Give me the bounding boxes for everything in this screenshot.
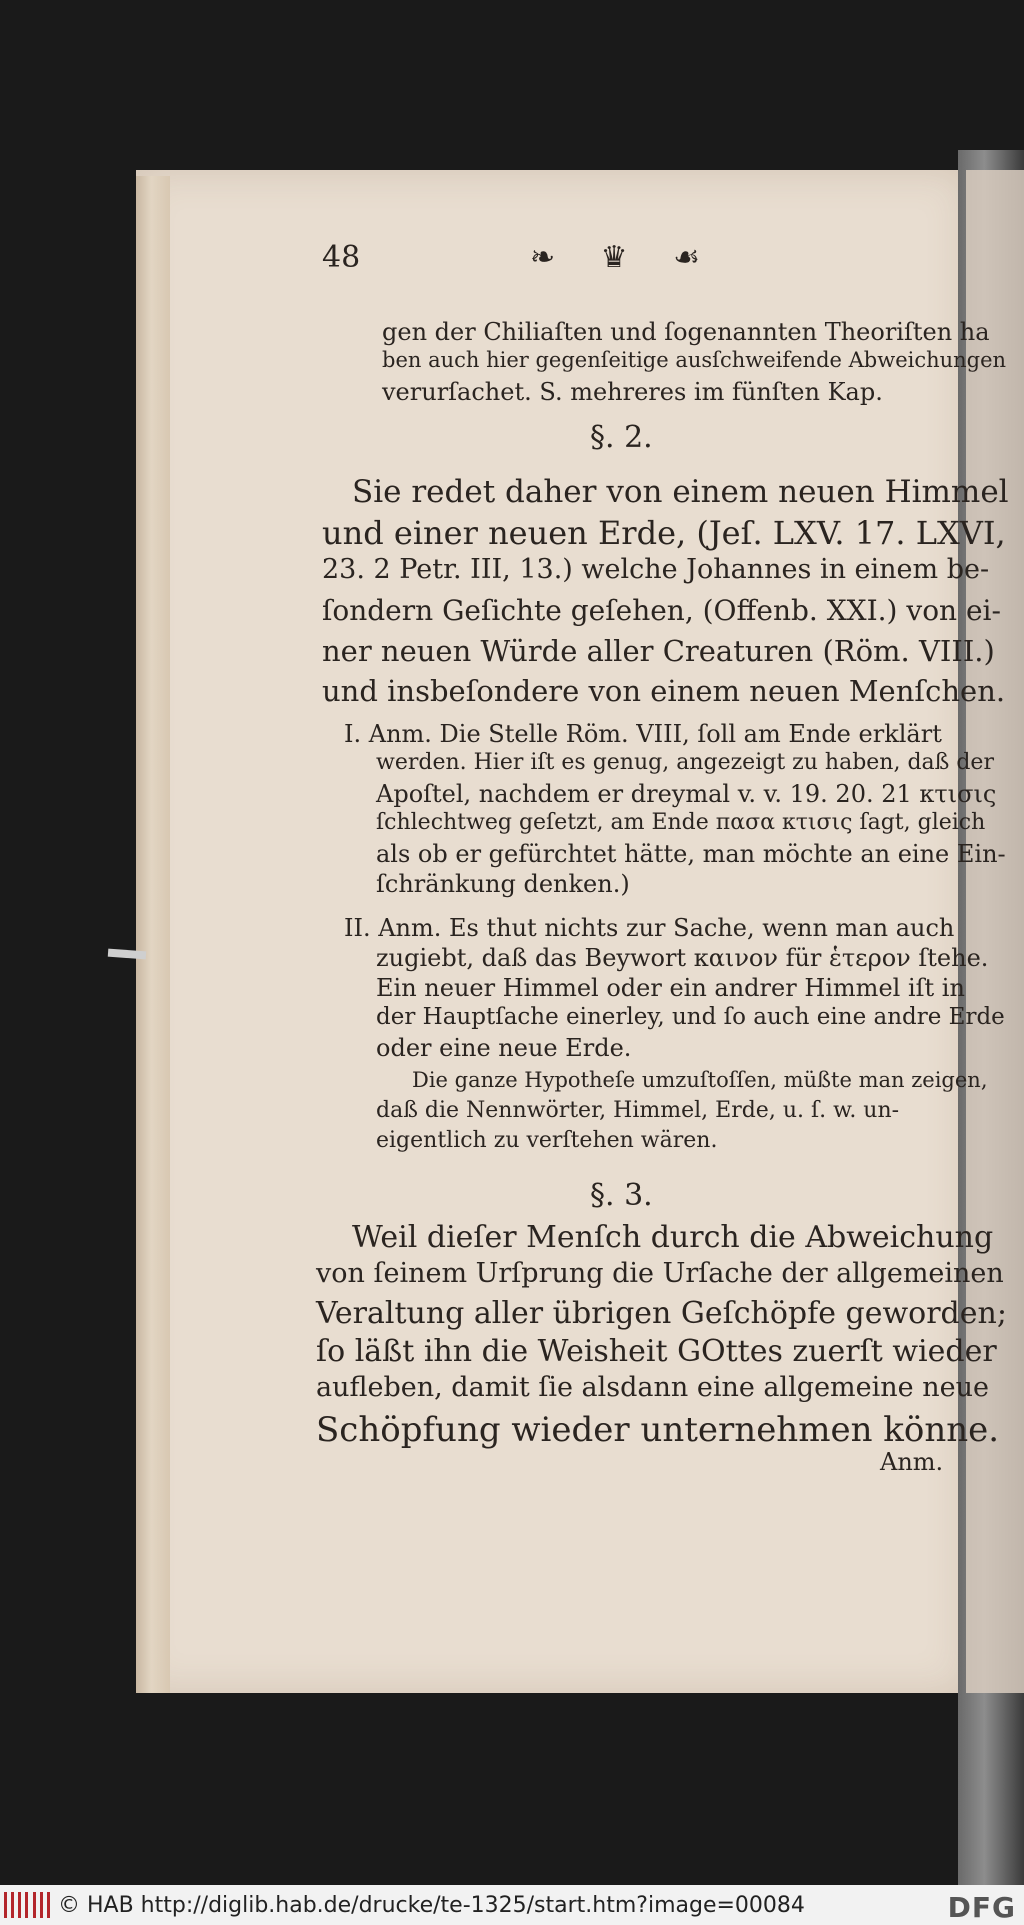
text-line: eigentlich zu verſtehen wären. bbox=[376, 1128, 718, 1153]
text-line: aufleben, damit ſie alsdann eine allgemeine neue bbox=[316, 1372, 989, 1403]
text-line: der Hauptſache einerley, und ſo auch eine andre Erde bbox=[376, 1004, 1005, 1030]
text-line: Ein neuer Himmel oder ein andrer Himmel iſt in bbox=[376, 974, 965, 1002]
text-line: oder eine neue Erde. bbox=[376, 1034, 632, 1062]
text-line: ner neuen Würde aller Creaturen (Röm. VIII.) bbox=[322, 634, 995, 668]
text-line: gen der Chiliaſten und ſogenannten Theoriſten ha bbox=[382, 318, 990, 346]
text-line: zugiebt, daß das Beywort καινον für ἑτερον ſtehe. bbox=[376, 944, 989, 972]
hab-logo-icon bbox=[4, 1891, 50, 1919]
text-line: werden. Hier iſt es genug, angezeigt zu haben, daß der bbox=[376, 750, 994, 775]
text-line: ſo läßt ihn die Weisheit GOttes zuerſt wieder bbox=[316, 1334, 997, 1369]
text-line: 23. 2 Petr. III, 13.) welche Johannes in einem be- bbox=[322, 554, 990, 585]
text-line: Apoſtel, nachdem er dreymal v. v. 19. 20. 21 κτισις bbox=[376, 780, 997, 808]
footer-bar bbox=[0, 1885, 1024, 1925]
text-line: und einer neuen Erde, (Jeſ. LXV. 17. LXVI, bbox=[322, 514, 1006, 552]
dfg-logo: DFG bbox=[947, 1891, 1016, 1924]
text-line: Schöpfung wieder unternehmen könne. bbox=[316, 1410, 1000, 1450]
header-ornament-icon: ❧ ♛ ☙ bbox=[530, 240, 718, 275]
page-edge bbox=[136, 176, 170, 1693]
text-line: ſchlechtweg geſetzt, am Ende πασα κτισις ſagt, gleich bbox=[376, 810, 986, 835]
text-line: Sie redet daher von einem neuen Himmel bbox=[352, 474, 1009, 510]
text-line: II. Anm. Es thut nichts zur Sache, wenn man auch bbox=[344, 914, 955, 942]
text-line: I. Anm. Die Stelle Röm. VIII, ſoll am Ende erklärt bbox=[344, 720, 942, 748]
text-line: Die ganze Hypotheſe umzuſtoſſen, müßte man zeigen, bbox=[412, 1068, 988, 1092]
text-line: als ob er gefürchtet hätte, man möchte an eine Ein- bbox=[376, 840, 1006, 868]
text-line: ſondern Geſichte geſehen, (Offenb. XXI.) von ei- bbox=[322, 594, 1001, 627]
text-line: ſchränkung denken.) bbox=[376, 870, 630, 898]
text-line: und insbeſondere von einem neuen Menſchen. bbox=[322, 674, 1006, 708]
text-line: ben auch hier gegenſeitige ausſchweifende Abweichungen bbox=[382, 348, 1007, 372]
text-line: Veraltung aller übrigen Geſchöpfe geworden; bbox=[316, 1296, 1007, 1331]
text-line: von ſeinem Urſprung die Urſache der allgemeinen bbox=[316, 1258, 1004, 1289]
footer-copyright-link[interactable]: © HAB http://diglib.hab.de/drucke/te-1325/start.htm?image=00084 bbox=[58, 1892, 805, 1918]
page-number: 48 bbox=[322, 240, 361, 275]
text-line: verurſachet. S. mehreres im fünſten Kap. bbox=[382, 378, 883, 406]
facing-page-edge bbox=[966, 170, 1024, 1693]
text-line: Anm. bbox=[880, 1448, 944, 1476]
text-line: Weil dieſer Menſch durch die Abweichung bbox=[352, 1220, 994, 1255]
text-line: daß die Nennwörter, Himmel, Erde, u. ſ. w. un- bbox=[376, 1098, 900, 1123]
section-heading: §. 3. bbox=[590, 1178, 653, 1213]
section-heading: §. 2. bbox=[590, 420, 653, 455]
